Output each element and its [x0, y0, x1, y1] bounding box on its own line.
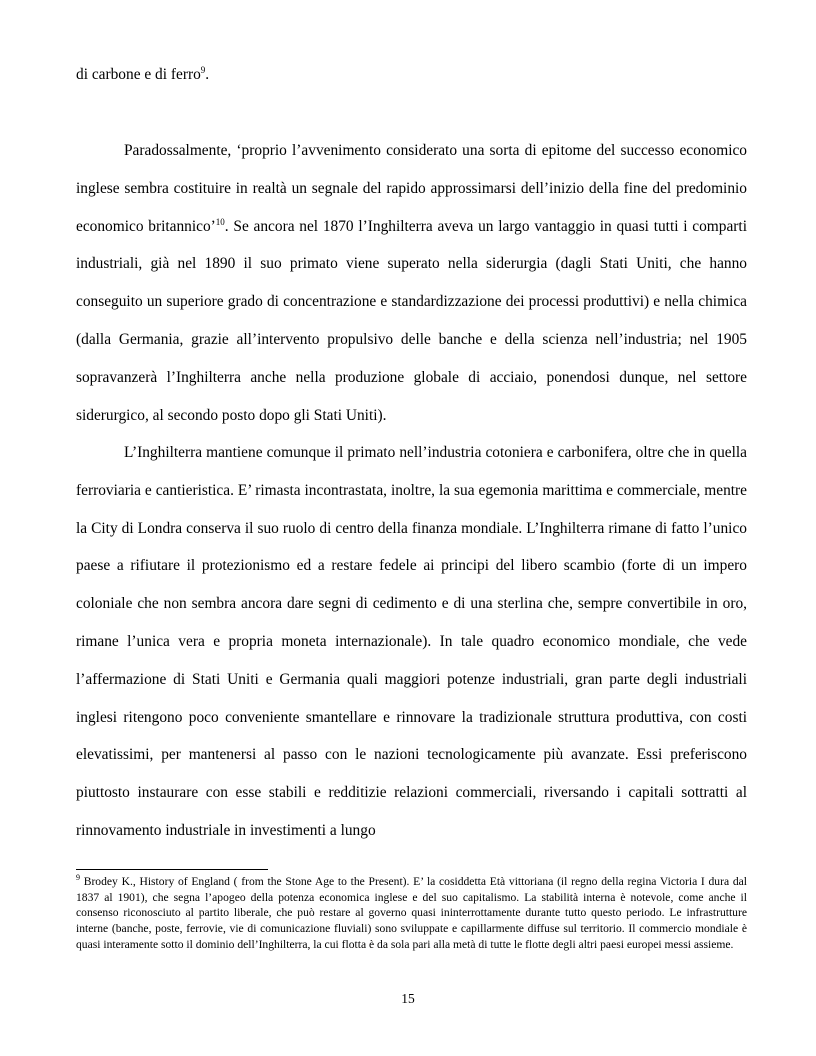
continuation-text: di carbone e di ferro [76, 66, 201, 83]
paragraph-2-text: L’Inghilterra mantiene comunque il primato nell’industria cotoniera e carbonifera, oltre che in quella ferroviaria e cantieristica. E’ rimasta incontrastata, inoltre, la sua egemonia marittima e commerciale, mentre la City di Londra conserva il suo ruolo di centro della finanza mondiale. L’Inghilterra rimane di fatto l’unico paese a rifiutare il protezionismo ed a restare fedele ai principi del libero scambio (forte di un impero coloniale che non sembra ancora dare segni di cedimento e di una sterlina che, sempre convertibile in oro, rimane l’unica vera e propria moneta internazionale). In tale quadro economico mondiale, che vede l’affermazione di Stati Uniti e Germania quali maggiori potenze industriali, gran parte degli industriali inglesi ritengono poco conveniente smantellare e rinnovare la tradizionale struttura produttiva, con costi elevatissimi, per mantenersi al passo con le nazioni tecnologicamente più avanzate. Essi preferiscono piuttosto instaurare con esse stabili e redditizie relazioni commerciali, riversando i capitali sottratti al rinnovamento industriale in investimenti a lungo [76, 444, 747, 839]
continuation-tail: . [205, 66, 210, 83]
paragraph-1-text-a: Paradossalmente, ‘proprio l’avvenimento considerato una sorta di epitome del successo economico inglese sembra costituire in realtà un segnale del rapido approssimarsi dell’inizio della fine del predominio economico britannico’ [76, 142, 747, 235]
footnote-number: 9 [76, 873, 80, 883]
continuation-line [76, 56, 747, 94]
footnote-separator [76, 869, 268, 870]
footnote-ref-10: 10 [215, 216, 225, 227]
footnote-ref-9: 9 [200, 64, 206, 75]
page-number: 15 [401, 991, 415, 1006]
footnote-text: Brodey K., History of England ( from the Stone Age to the Present). E’ la cosiddetta Età vittoriana (il regno della regina Victoria I dura dal 1837 al 1901), che segna l’apogeo della potenza economica inglese e del suo capitalismo. La stabilità interna è notevole, come anche il consenso riconosciuto al partito liberale, che può restare al governo quasi ininterrottamente durante tutto questo periodo. Le infrastrutture interne (banche, poste, ferrovie, vie di comunicazione fluviali) sono sviluppate e capillarmente diffuse sul territorio. Il commercio mondiale è quasi interamente sotto il dominio dell’Inghilterra, la cui flotta è da sola pari alla metà di tutte le flotte degli altri paesi europei messi assieme. [76, 875, 747, 951]
paragraph-1 [76, 132, 747, 434]
footnote-9 [76, 874, 747, 953]
paragraph-1-text-b: . Se ancora nel 1870 l’Inghilterra aveva un largo vantaggio in quasi tutti i comparti industriali, già nel 1890 il suo primato viene superato nella siderurgia (dagli Stati Uniti, che hanno conseguito un superiore grado di concentrazione e standardizzazione dei processi produttivi) e nella chimica (dalla Germania, grazie all’intervento propulsivo delle banche e della scienza nell’industria; nel 1905 sopravanzerà l’Inghilterra anche nella produzione globale di acciaio, ponendosi dunque, nel settore siderurgico, al secondo posto dopo gli Stati Uniti). [76, 217, 747, 424]
paragraph-2 [76, 434, 747, 850]
